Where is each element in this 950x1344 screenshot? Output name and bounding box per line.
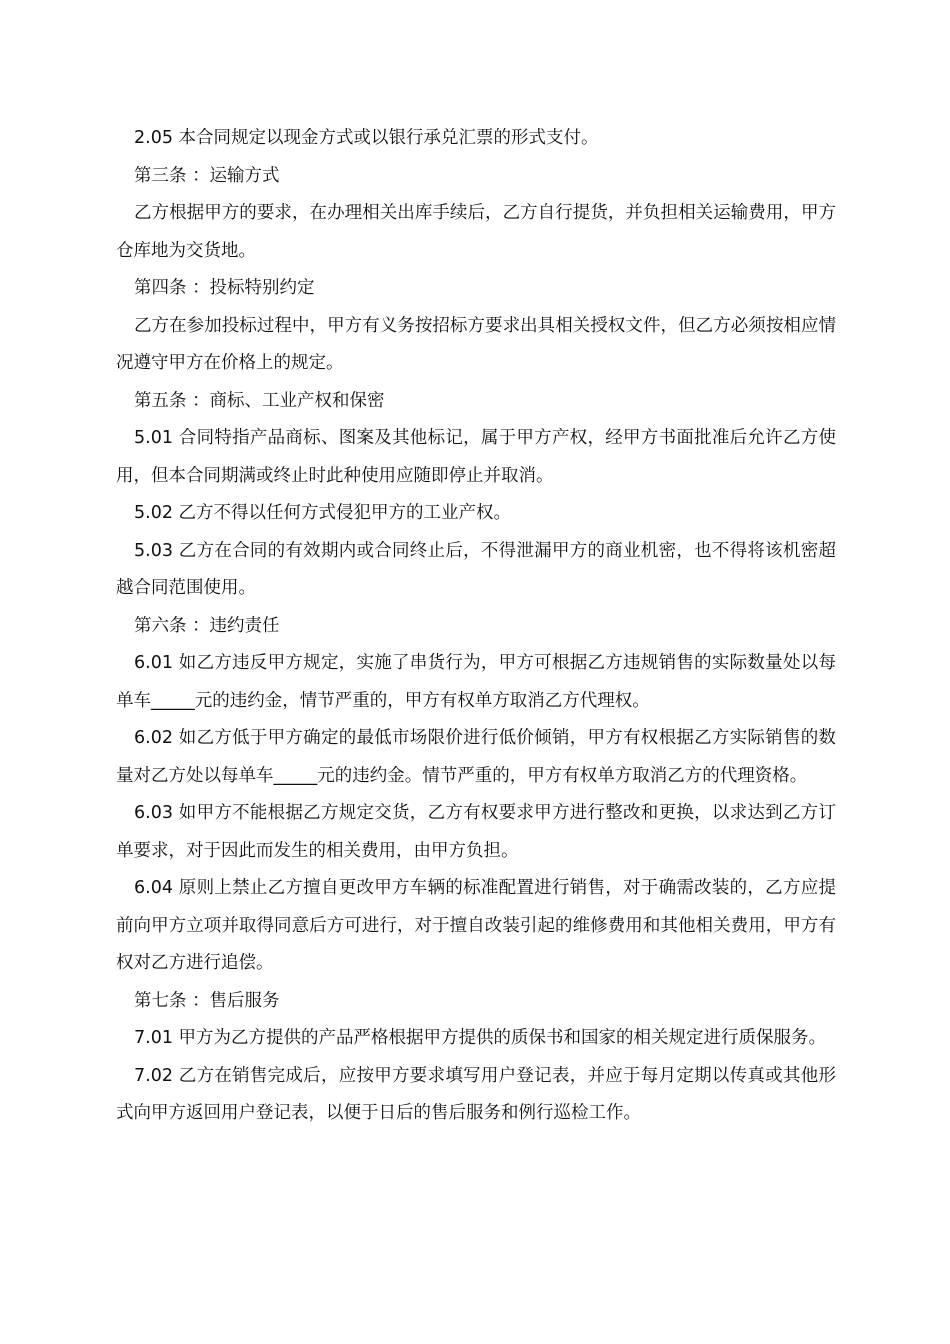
- article-3-heading: 第三条 ：运输方式: [134, 165, 280, 186]
- clause-7-02: 7.02 乙方在销售完成后，应按甲方要求填写用户登记表，并应于每月定期以传真或其他形式向甲方返回用户登记表，以便于日后的售后服务和例行巡检工作。: [116, 1065, 836, 1123]
- clause-6-02: 6.02 如乙方低于甲方确定的最低市场限价进行低价倾销，甲方有权根据乙方实际销售的数量对乙方处以每单车_____元的违约金。情节严重的，甲方有权单方取消乙方的代理资格。: [116, 728, 836, 786]
- article-6-heading: 第六条 ：违约责任: [134, 615, 280, 636]
- clause-5-01: 5.01 合同特指产品商标、图案及其他标记，属于甲方产权，经甲方书面批准后允许乙方使用，但本合同期满或终止时此种使用应随即停止并取消。: [116, 428, 836, 486]
- contract-page: [116, 120, 836, 1133]
- clause-5-02: 5.02 乙方不得以任何方式侵犯甲方的工业产权。: [134, 503, 512, 523]
- clause-6-03: 6.03 如甲方不能根据乙方规定交货，乙方有权要求甲方进行整改和更换，以求达到乙方订单要求，对于因此而发生的相关费用，由甲方负担。: [116, 803, 836, 861]
- clause-6-04: 6.04 原则上禁止乙方擅自更改甲方车辆的标准配置进行销售，对于确需改装的，乙方应提前向甲方立项并取得同意后方可进行，对于擅自改装引起的维修费用和其他相关费用，甲方有权对乙方进行追偿。: [116, 878, 836, 973]
- article-4-body: 乙方在参加投标过程中，甲方有义务按招标方要求出具相关授权文件，但乙方必须按相应情况遵守甲方在价格上的规定。: [116, 315, 836, 373]
- clause-2-05: 2.05 本合同规定以现金方式或以银行承兑汇票的形式支付。: [134, 128, 599, 148]
- clause-7-01: 7.01 甲方为乙方提供的产品严格根据甲方提供的质保书和国家的相关规定进行质保服务。: [134, 1028, 827, 1048]
- clause-6-01: 6.01 如乙方违反甲方规定，实施了串货行为，甲方可根据乙方违规销售的实际数量处以每单车_____元的违约金，情节严重的，甲方有权单方取消乙方代理权。: [116, 653, 836, 711]
- article-3-body: 乙方根据甲方的要求，在办理相关出库手续后，乙方自行提货，并负担相关运输费用，甲方仓库地为交货地。: [116, 203, 836, 261]
- article-7-heading: 第七条 ：售后服务: [134, 990, 280, 1011]
- article-4-heading: 第四条 ：投标特别约定: [134, 278, 315, 298]
- clause-5-03: 5.03 乙方在合同的有效期内或合同终止后，不得泄漏甲方的商业机密，也不得将该机密超越合同范围使用。: [116, 540, 836, 598]
- article-5-heading: 第五条 ：商标、工业产权和保密: [134, 390, 385, 411]
